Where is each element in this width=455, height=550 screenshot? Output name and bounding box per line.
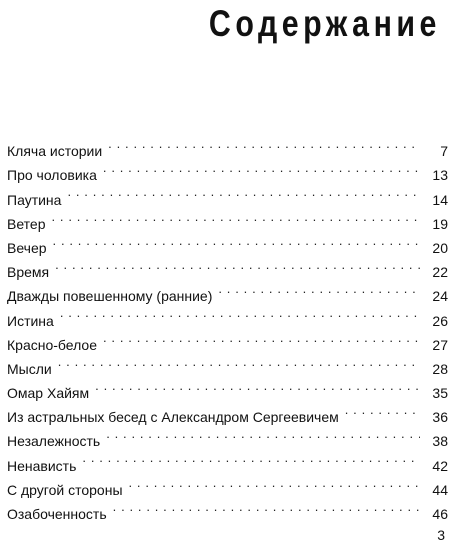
- toc-entry: [7, 301, 448, 329]
- toc-entry-page: 44: [432, 481, 448, 498]
- toc-entry-title: Красно-белое: [7, 336, 97, 353]
- page-title: Содержание: [208, 3, 441, 44]
- toc-entry-page: 26: [432, 312, 448, 329]
- toc-entry-page: 42: [432, 457, 448, 474]
- page-number: 3: [437, 527, 445, 543]
- dot-leader: [52, 205, 421, 229]
- toc-entry-page: 20: [432, 239, 448, 256]
- toc-entry-title: Незалежность: [7, 433, 101, 450]
- toc-entry-title: Паутина: [7, 191, 62, 208]
- dot-leader: [58, 350, 420, 374]
- toc-entry-page: 36: [432, 409, 448, 426]
- dot-leader: [129, 471, 421, 495]
- toc-entry-title: Кляча истории: [7, 143, 103, 160]
- dot-leader: [106, 422, 420, 446]
- toc-entry-title: Мысли: [7, 360, 52, 377]
- toc-entry-page: 14: [432, 191, 448, 208]
- toc-entry-page: 7: [440, 143, 448, 160]
- toc-entry-page: 24: [432, 288, 448, 305]
- toc-entry-page: 13: [432, 167, 448, 184]
- dot-leader: [218, 277, 420, 301]
- toc-entry-page: 19: [432, 215, 448, 232]
- toc-entry-page: 28: [432, 360, 448, 377]
- toc-entry-page: 46: [432, 506, 448, 522]
- dot-leader: [345, 398, 420, 422]
- toc-entry-title: Из астральных бесед с Александром Сергеевичем: [7, 409, 339, 426]
- toc-entry: [7, 277, 448, 305]
- dot-leader: [113, 495, 420, 519]
- toc-entry-page: 38: [432, 433, 448, 450]
- toc-entry-page: 35: [432, 385, 448, 402]
- toc-entry-title: Дважды повешенному (ранние): [7, 288, 213, 305]
- toc-entry-title: Время: [7, 264, 50, 281]
- toc-entry: [7, 374, 448, 402]
- toc-entry: [7, 326, 448, 353]
- dot-leader: [103, 156, 420, 180]
- toc-entry-title: Про чоловика: [7, 167, 97, 184]
- table-of-contents: [7, 132, 448, 522]
- toc-entry-title: Озабоченность: [7, 506, 107, 522]
- dot-leader: [95, 374, 420, 398]
- toc-entry: [7, 180, 448, 208]
- toc-entry-page: 27: [432, 336, 448, 353]
- toc-entry-title: Ветер: [7, 215, 46, 232]
- toc-entry-page: 22: [432, 264, 448, 281]
- dot-leader: [67, 180, 420, 204]
- toc-entry: [7, 205, 448, 232]
- toc-entry-title: Вечер: [7, 239, 47, 256]
- toc-entry-title: Истина: [7, 312, 54, 329]
- toc-entry-title: С другой стороны: [7, 481, 123, 498]
- dot-leader: [53, 229, 420, 253]
- dot-leader: [55, 253, 420, 277]
- toc-entry-title: Ненависть: [7, 457, 77, 474]
- toc-entry: [7, 132, 448, 160]
- toc-entry: [7, 253, 448, 281]
- dot-leader: [108, 132, 420, 156]
- dot-leader: [82, 446, 420, 470]
- toc-entry-title: Омар Хайям: [7, 385, 90, 402]
- dot-leader: [103, 326, 420, 350]
- dot-leader: [60, 301, 420, 325]
- toc-entry: [7, 229, 448, 256]
- toc-entry: [7, 350, 448, 377]
